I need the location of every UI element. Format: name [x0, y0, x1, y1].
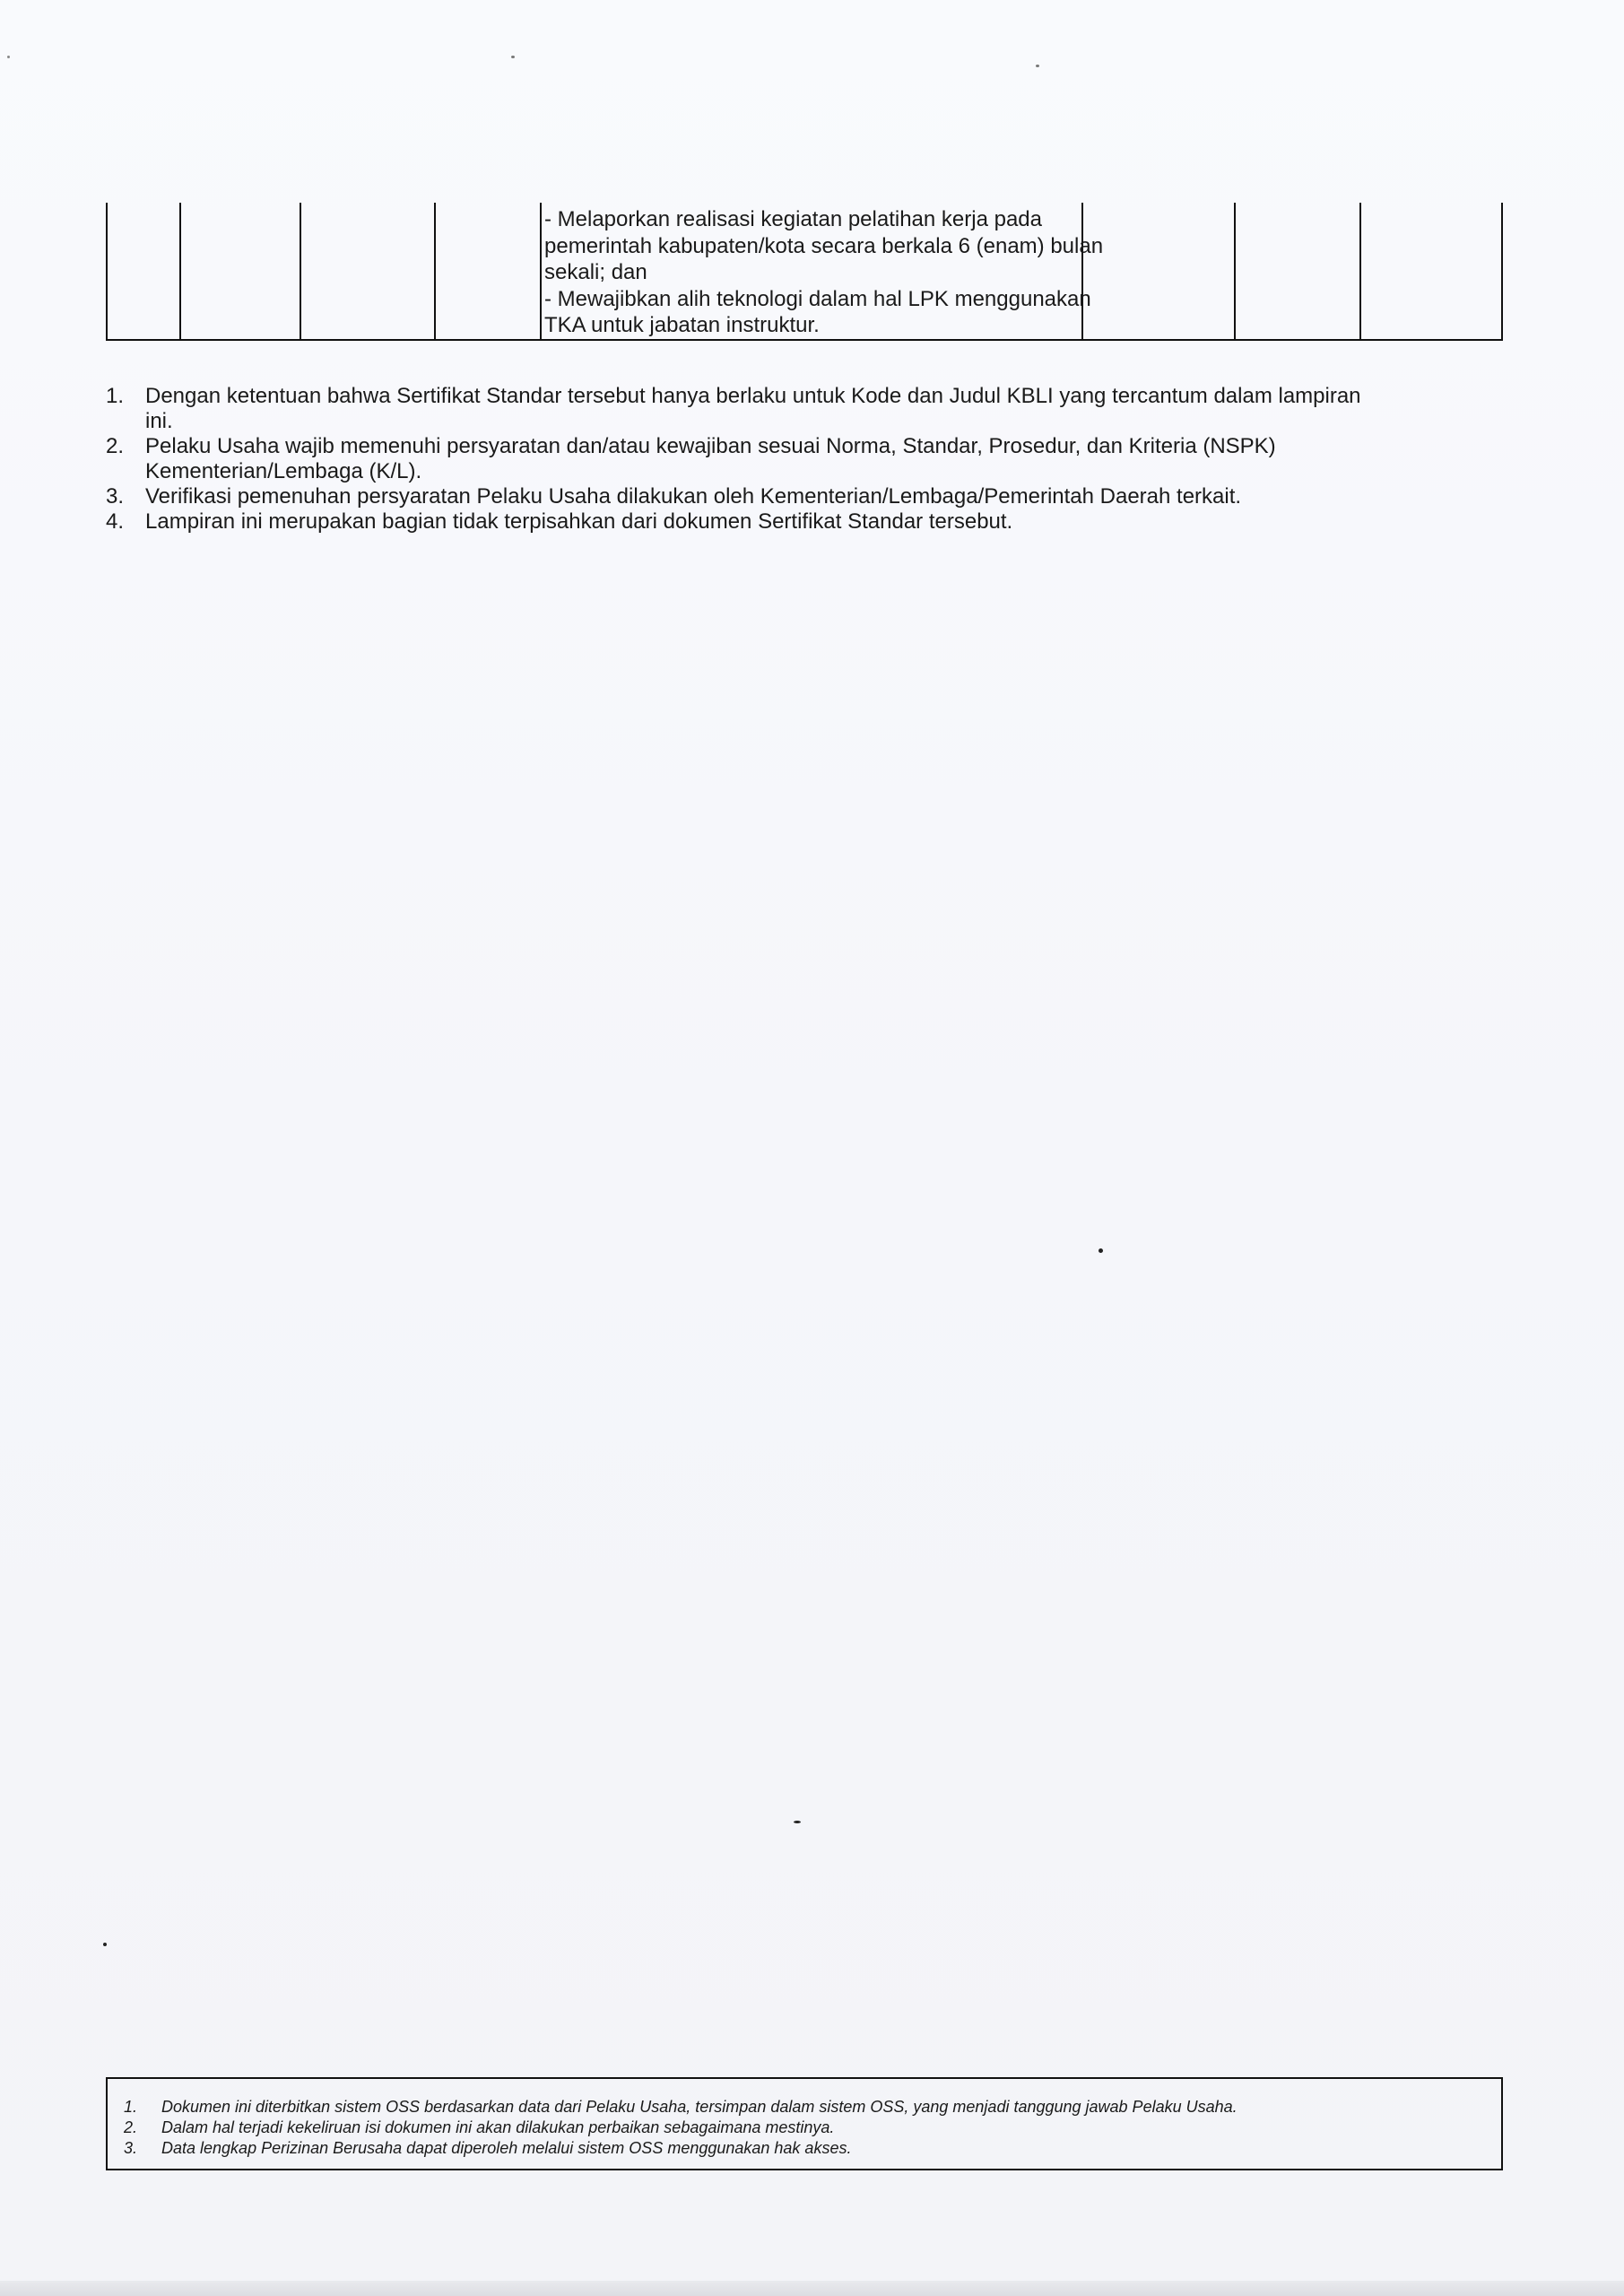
notes-list [106, 384, 1503, 535]
note-text: Dengan ketentuan bahwa Sertifikat Standar tersebut hanya berlaku untuk Kode dan Judul KBLI yang tercantum dalam lampiran [145, 384, 1361, 408]
table-column-border [1234, 203, 1236, 339]
note-number: 2. [106, 434, 125, 458]
scan-speck [1036, 65, 1039, 67]
footer-number: 2. [124, 2118, 138, 2136]
table-column-border [434, 203, 436, 339]
note-text: ini. [145, 409, 173, 433]
note-text: Lampiran ini merupakan bagian tidak terpisahkan dari dokumen Sertifikat Standar tersebut. [145, 509, 1013, 534]
table-column-border [1359, 203, 1361, 339]
cell-line: TKA untuk jabatan instruktur. [544, 313, 820, 337]
scan-speck [103, 1943, 107, 1946]
table-column-border [106, 203, 108, 339]
scan-speck [794, 1821, 801, 1823]
note-item [106, 509, 1503, 535]
note-item [106, 384, 1503, 434]
table-column-border [540, 203, 542, 339]
note-text: Pelaku Usaha wajib memenuhi persyaratan dan/atau kewajiban sesuai Norma, Standar, Prosedur, dan Kriteria (NSPK) [145, 434, 1276, 458]
note-text: Kementerian/Lembaga (K/L). [145, 459, 422, 483]
cell-line: pemerintah kabupaten/kota secara berkala 6 (enam) bulan [544, 233, 1104, 258]
note-item [106, 484, 1503, 509]
scan-speck [511, 56, 515, 58]
footer-item [124, 2138, 1492, 2159]
note-number: 1. [106, 384, 125, 408]
footer-number: 1. [124, 2098, 138, 2116]
cell-line: sekali; dan [544, 260, 647, 284]
note-text: Verifikasi pemenuhan persyaratan Pelaku Usaha dilakukan oleh Kementerian/Lembaga/Pemerintah Daerah terkait. [145, 484, 1242, 509]
scan-bottom-edge [0, 2281, 1624, 2296]
footer-item [124, 2097, 1492, 2118]
note-number: 3. [106, 484, 125, 509]
scan-speck [1099, 1248, 1103, 1253]
footer-text: Dalam hal terjadi kekeliruan isi dokumen ini akan dilakukan perbaikan sebagaimana mestinya. [161, 2118, 835, 2136]
note-item [106, 434, 1503, 484]
table-column-border [1501, 203, 1503, 339]
footer-item [124, 2118, 1492, 2138]
footer-text: Dokumen ini diterbitkan sistem OSS berdasarkan data dari Pelaku Usaha, tersimpan dalam sistem OSS, yang menjadi tanggung jawab Pelaku Usaha. [161, 2098, 1238, 2116]
table-fragment [106, 203, 1503, 341]
table-cell-obligations [544, 206, 1190, 339]
footer-disclaimer-box [106, 2077, 1503, 2170]
footer-number: 3. [124, 2139, 138, 2157]
cell-line: - Melaporkan realisasi kegiatan pelatihan kerja pada [544, 207, 1042, 231]
note-number: 4. [106, 509, 125, 534]
scan-speck [7, 56, 10, 58]
footer-text: Data lengkap Perizinan Berusaha dapat diperoleh melalui sistem OSS menggunakan hak akses. [161, 2139, 852, 2157]
table-column-border [179, 203, 181, 339]
table-column-border [300, 203, 301, 339]
cell-line: - Mewajibkan alih teknologi dalam hal LPK menggunakan [544, 286, 1091, 311]
footer-list [124, 2097, 1492, 2159]
